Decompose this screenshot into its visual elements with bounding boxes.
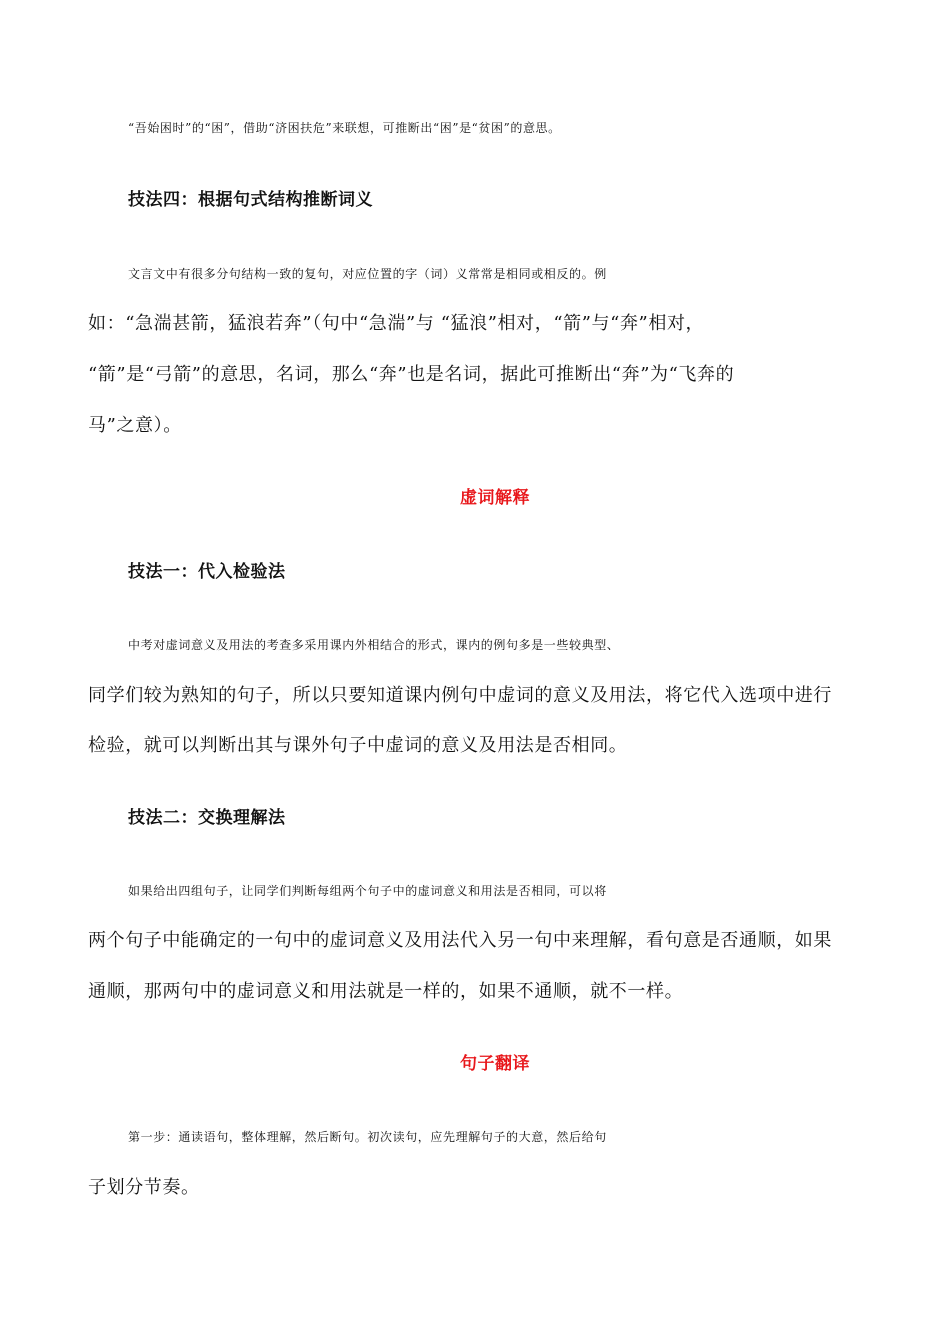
paragraph-exchange-line-3: 通顺，那两句中的虚词意义和用法就是一样的，如果不通顺，就不一样。: [88, 981, 684, 1002]
paragraph-exchange-line-2: 两个句子中能确定的一句中的虚词意义及用法代入另一句中来理解，看句意是否通顺，如果: [88, 930, 832, 951]
paragraph-substitution-line-3: 检验，就可以判断出其与课外句子中虚词的意义及用法是否相同。: [88, 735, 628, 756]
paragraph-translation-step-one-line-2: 子划分节奏。: [88, 1177, 200, 1198]
paragraph-sentence-structure-line-4: 马”之意）。: [88, 415, 182, 436]
paragraph-sentence-structure-line-2: 如：“急湍甚箭，猛浪若奔”（句中“急湍”与 “猛浪”相对，“箭”与“奔”相对，: [88, 313, 705, 334]
paragraph-substitution-line-1: 中考对虚词意义及用法的考查多采用课内外相结合的形式，课内的例句多是一些较典型、: [128, 638, 620, 652]
section-title-function-words: 虚词解释: [460, 488, 530, 508]
heading-method-two: 技法二：交换理解法: [128, 808, 286, 828]
section-title-translation: 句子翻译: [460, 1054, 530, 1074]
paragraph-substitution-line-2: 同学们较为熟知的句子，所以只要知道课内例句中虚词的意义及用法，将它代入选项中进行: [88, 685, 832, 706]
heading-method-four: 技法四：根据句式结构推断词义: [128, 190, 373, 210]
heading-method-one: 技法一：代入检验法: [128, 562, 286, 582]
paragraph-sentence-structure-line-3: “箭”是“弓箭”的意思，名词，那么“奔”也是名词，据此可推断出“奔”为“飞奔的: [88, 364, 735, 385]
paragraph-exchange-line-1: 如果给出四组句子，让同学们判断每组两个句子中的虚词意义和用法是否相同，可以将: [128, 884, 607, 898]
paragraph-sentence-structure-line-1: 文言文中有很多分句结构一致的复句，对应位置的字（词）义常常是相同或相反的。例: [128, 267, 607, 281]
paragraph-translation-step-one-line-1: 第一步：通读语句，整体理解，然后断句。初次读句，应先理解句子的大意，然后给句: [128, 1130, 607, 1144]
paragraph-kun-example: “吾始困时”的“困”，借助“济困扶危”来联想，可推断出“困”是“贫困”的意思。: [128, 121, 561, 135]
